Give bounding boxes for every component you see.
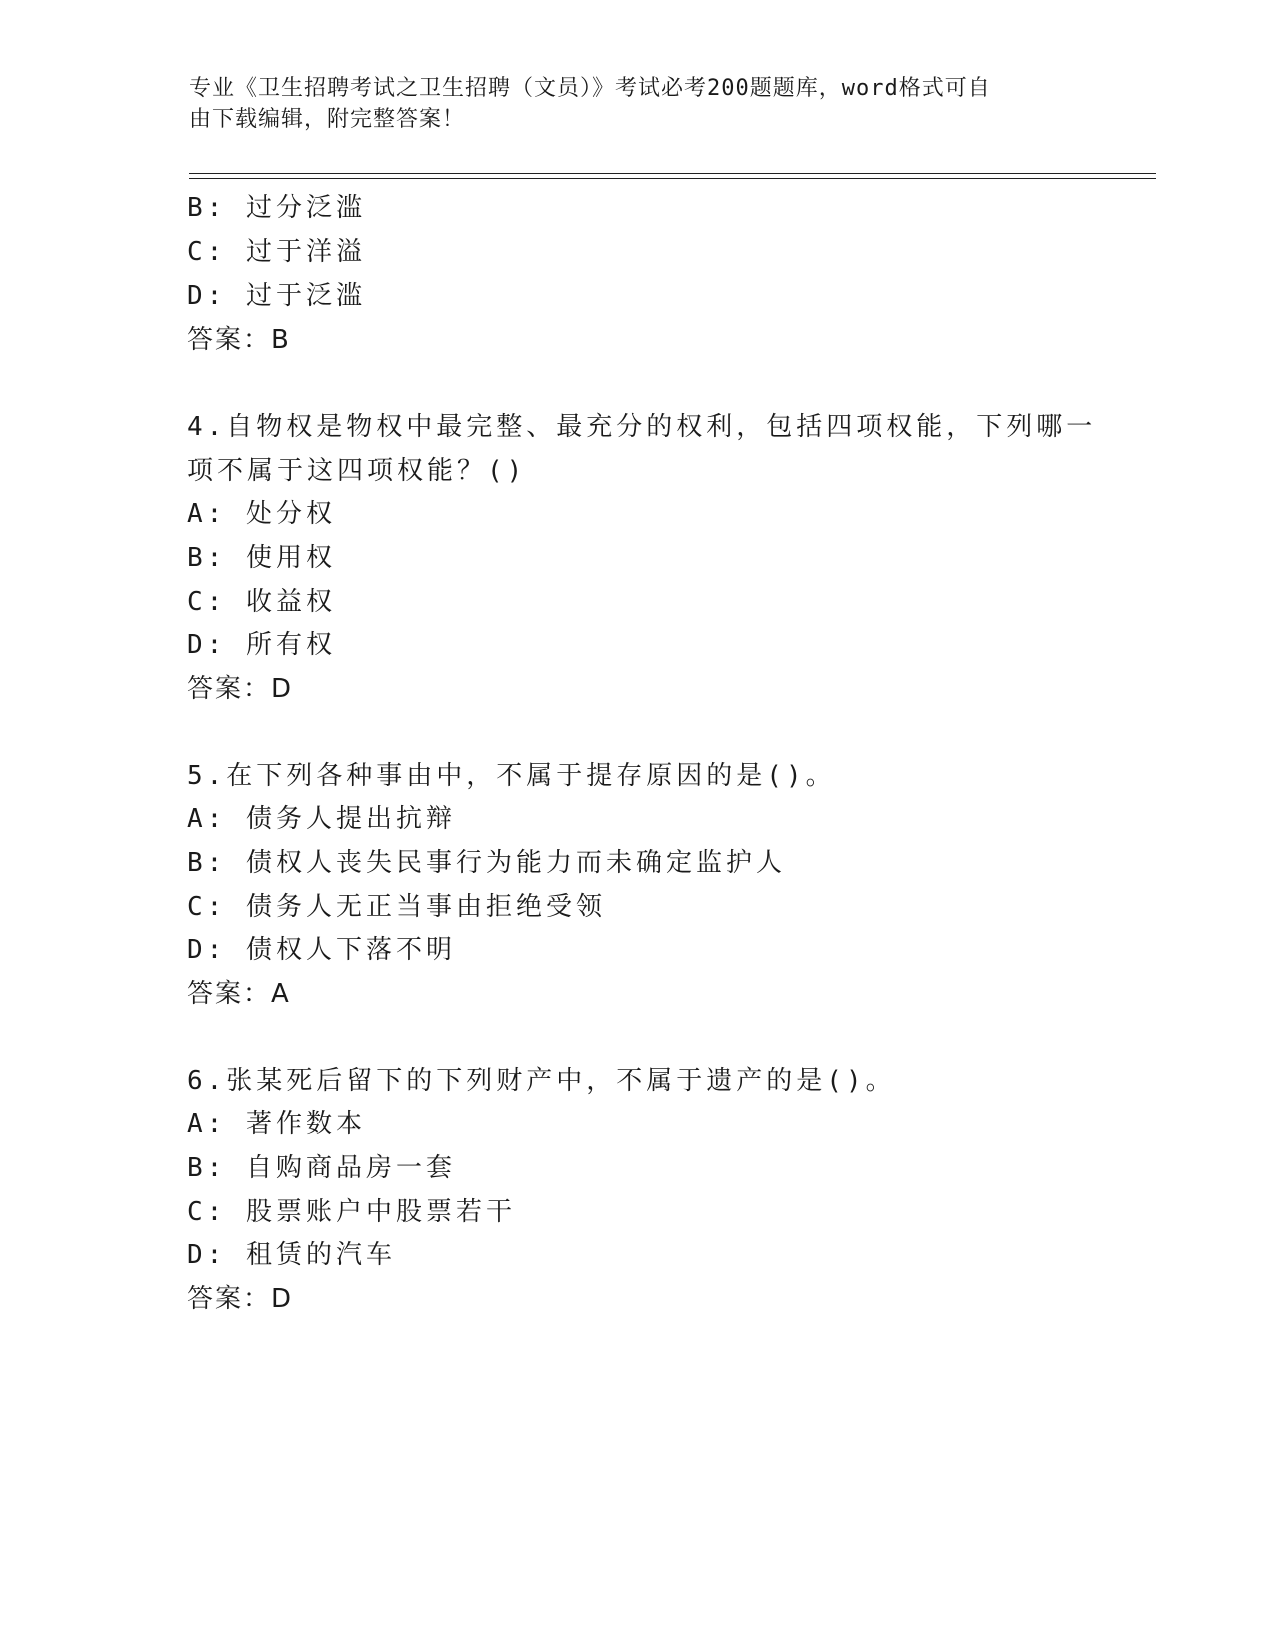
q3-option-d: D: 过于泛滥	[187, 281, 366, 311]
q5-answer: 答案：A	[187, 979, 291, 1009]
header-line-2: 由下载编辑，附完整答案！	[189, 107, 466, 132]
q4-stem-line-2: 项不属于这四项权能？()	[187, 456, 527, 486]
q6-stem: 6.张某死后留下的下列财产中，不属于遗产的是()。	[187, 1066, 896, 1096]
q4-option-d: D: 所有权	[187, 630, 336, 660]
q6-option-b: B: 自购商品房一套	[187, 1153, 456, 1183]
q5-stem: 5.在下列各种事由中，不属于提存原因的是()。	[187, 761, 836, 791]
q4-option-a: A: 处分权	[187, 499, 336, 529]
q5-option-b: B: 债权人丧失民事行为能力而未确定监护人	[187, 848, 786, 878]
q4-answer: 答案：D	[187, 674, 294, 704]
q3-option-b: B: 过分泛滥	[187, 193, 366, 223]
header-rule-top	[189, 173, 1156, 174]
header-rule-bottom	[189, 178, 1156, 179]
q3-answer: 答案：B	[187, 325, 291, 355]
q6-option-d: D: 租赁的汽车	[187, 1240, 396, 1270]
q4-option-c: C: 收益权	[187, 587, 336, 617]
q3-option-c: C: 过于洋溢	[187, 237, 366, 267]
document-header	[189, 73, 1079, 135]
q5-option-d: D: 债权人下落不明	[187, 935, 456, 965]
q6-option-a: A: 著作数本	[187, 1109, 366, 1139]
q6-option-c: C: 股票账户中股票若干	[187, 1197, 516, 1227]
header-line-1: 专业《卫生招聘考试之卫生招聘（文员）》考试必考200题题库，word格式可自	[189, 76, 991, 101]
q6-answer: 答案：D	[187, 1284, 294, 1314]
q5-option-c: C: 债务人无正当事由拒绝受领	[187, 892, 606, 922]
q4-stem-line-1: 4.自物权是物权中最完整、最充分的权利，包括四项权能，下列哪一	[187, 412, 1097, 442]
q4-option-b: B: 使用权	[187, 543, 336, 573]
q5-option-a: A: 债务人提出抗辩	[187, 804, 456, 834]
